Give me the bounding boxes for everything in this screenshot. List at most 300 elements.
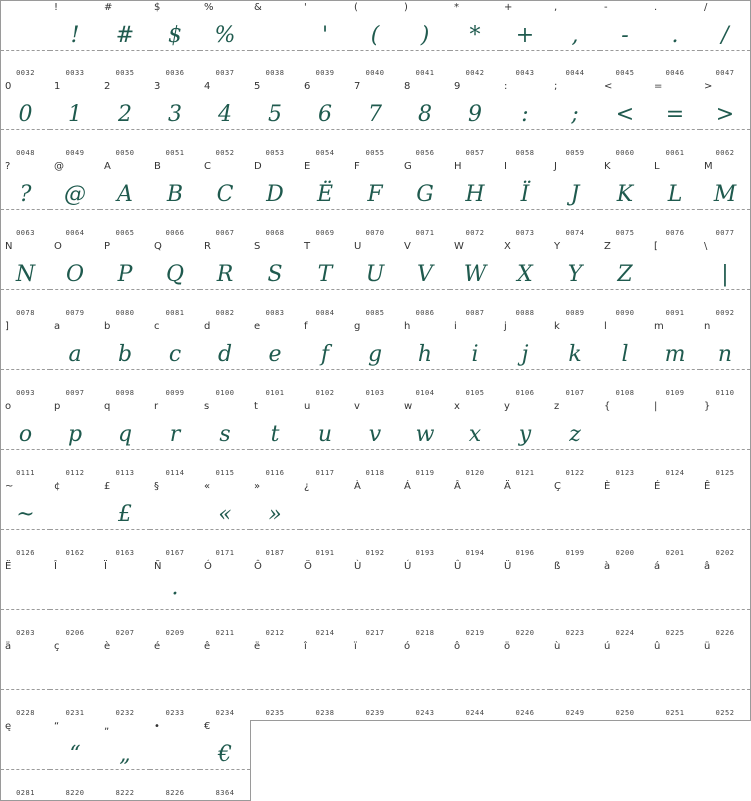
code-label: 0050 bbox=[115, 149, 135, 157]
glyph-sample: 3 bbox=[168, 102, 182, 127]
code-label: 0251 bbox=[665, 709, 685, 717]
code-label: 0093 bbox=[16, 389, 35, 397]
code-label: 0077 bbox=[715, 229, 735, 237]
char-label: i bbox=[454, 321, 457, 332]
glyph-sample bbox=[350, 654, 400, 696]
glyph-cell bbox=[600, 400, 651, 481]
glyph-cell bbox=[550, 80, 601, 161]
glyph-sample: h bbox=[417, 342, 433, 367]
glyph-cell bbox=[200, 240, 251, 321]
code-label: 0045 bbox=[615, 69, 635, 77]
glyph-cell bbox=[300, 0, 351, 81]
code-label: 0035 bbox=[115, 69, 135, 77]
glyph-sample: k bbox=[568, 342, 582, 367]
char-label: ë bbox=[254, 641, 261, 652]
code-label: 0281 bbox=[16, 789, 35, 797]
glyph-cell bbox=[0, 720, 51, 801]
code-label: 0171 bbox=[215, 549, 235, 557]
code-label: 0080 bbox=[115, 309, 135, 317]
glyph-cell bbox=[600, 640, 651, 721]
glyph-cell bbox=[200, 320, 251, 401]
code-label: 0111 bbox=[16, 469, 35, 477]
char-label: $ bbox=[154, 2, 161, 13]
glyph-sample: # bbox=[115, 23, 135, 48]
char-label: V bbox=[404, 241, 411, 252]
glyph-cell bbox=[50, 80, 101, 161]
glyph-cell bbox=[400, 640, 451, 721]
glyph-cell bbox=[400, 160, 451, 241]
glyph-cell bbox=[50, 0, 101, 81]
code-label: 0200 bbox=[615, 549, 635, 557]
glyph-sample bbox=[250, 15, 300, 57]
glyph-cell bbox=[400, 240, 451, 321]
glyph-cell bbox=[700, 400, 751, 481]
char-label: j bbox=[504, 321, 507, 332]
char-label: » bbox=[254, 481, 261, 492]
char-label: è bbox=[104, 641, 111, 652]
glyph-sample: u bbox=[317, 422, 333, 447]
code-label: 0167 bbox=[165, 549, 185, 557]
code-label: 0048 bbox=[16, 149, 35, 157]
char-label: n bbox=[704, 321, 711, 332]
glyph-cell bbox=[100, 0, 151, 81]
glyph-cell bbox=[400, 0, 451, 81]
glyph-cell bbox=[550, 400, 601, 481]
char-label: Ó bbox=[204, 561, 212, 572]
glyph-sample: i bbox=[471, 342, 479, 367]
glyph-cell bbox=[700, 560, 751, 641]
glyph-sample: y bbox=[518, 422, 532, 447]
char-label: e bbox=[254, 321, 261, 332]
glyph-sample: ? bbox=[19, 182, 32, 207]
code-label: 0058 bbox=[515, 149, 535, 157]
char-label: . bbox=[654, 2, 658, 13]
glyph-sample bbox=[550, 654, 600, 696]
code-label: 0066 bbox=[165, 229, 185, 237]
glyph-cell bbox=[300, 80, 351, 161]
char-label: À bbox=[354, 481, 361, 492]
char-label: \ bbox=[704, 241, 708, 252]
glyph-cell bbox=[450, 160, 501, 241]
glyph-cell bbox=[250, 0, 301, 81]
glyph-sample bbox=[700, 494, 750, 536]
char-label: ó bbox=[404, 641, 411, 652]
code-label: 0100 bbox=[215, 389, 235, 397]
code-label: 0091 bbox=[665, 309, 685, 317]
glyph-cell bbox=[50, 640, 101, 721]
char-label: ? bbox=[5, 161, 11, 172]
glyph-cell bbox=[450, 400, 501, 481]
glyph-sample: n bbox=[717, 342, 733, 367]
glyph-cell bbox=[250, 160, 301, 241]
code-label: 0109 bbox=[665, 389, 685, 397]
code-label: 0089 bbox=[565, 309, 585, 317]
char-label: Ê bbox=[704, 481, 711, 492]
code-label: 0097 bbox=[65, 389, 85, 397]
glyph-sample bbox=[600, 414, 650, 456]
char-label: Ñ bbox=[154, 561, 162, 572]
glyph-sample: 4 bbox=[218, 102, 232, 127]
char-label: C bbox=[204, 161, 211, 172]
char-label: v bbox=[354, 401, 360, 412]
char-label: ö bbox=[504, 641, 511, 652]
code-label: 0071 bbox=[415, 229, 435, 237]
glyph-sample bbox=[700, 574, 750, 616]
char-label: È bbox=[604, 481, 611, 492]
glyph-cell bbox=[350, 320, 401, 401]
code-label: 0078 bbox=[16, 309, 35, 317]
glyph-sample: A bbox=[117, 182, 133, 207]
glyph-cell bbox=[50, 560, 101, 641]
glyph-sample: T bbox=[317, 262, 333, 287]
code-label: 0092 bbox=[715, 309, 735, 317]
glyph-sample: Z bbox=[617, 262, 633, 287]
glyph-sample: 0 bbox=[18, 102, 33, 127]
glyph-sample bbox=[250, 654, 300, 696]
glyph-sample: $ bbox=[168, 23, 182, 48]
code-label: 0042 bbox=[465, 69, 485, 77]
code-label: 0211 bbox=[215, 629, 235, 637]
code-label: 0225 bbox=[665, 629, 685, 637]
glyph-sample bbox=[350, 574, 400, 616]
code-label: 0047 bbox=[715, 69, 735, 77]
glyph-sample: Y bbox=[567, 262, 583, 287]
glyph-cell bbox=[250, 480, 301, 561]
glyph-cell bbox=[200, 560, 251, 641]
glyph-cell bbox=[600, 160, 651, 241]
code-label: 0235 bbox=[265, 709, 285, 717]
char-label: ô bbox=[454, 641, 461, 652]
code-label: 0103 bbox=[365, 389, 385, 397]
glyph-cell bbox=[350, 80, 401, 161]
glyph-sample bbox=[400, 574, 450, 616]
char-label: ê bbox=[204, 641, 211, 652]
glyph-cell bbox=[300, 240, 351, 321]
char-label: S bbox=[254, 241, 261, 252]
glyph-sample bbox=[200, 654, 250, 696]
char-label: ; bbox=[554, 81, 558, 92]
glyph-cell bbox=[700, 640, 751, 721]
glyph-sample: R bbox=[216, 262, 234, 287]
glyph-cell bbox=[250, 80, 301, 161]
glyph-cell bbox=[300, 480, 351, 561]
glyph-cell bbox=[650, 320, 701, 401]
glyph-sample bbox=[600, 494, 650, 536]
char-label: = bbox=[654, 81, 663, 92]
char-label: c bbox=[154, 321, 160, 332]
glyph-cell bbox=[700, 240, 751, 321]
glyph-sample: » bbox=[268, 502, 282, 527]
char-label: £ bbox=[104, 481, 111, 492]
glyph-cell bbox=[150, 400, 201, 481]
code-label: 0117 bbox=[315, 469, 335, 477]
code-label: 0232 bbox=[115, 709, 135, 717]
code-label: 0068 bbox=[265, 229, 285, 237]
glyph-sample: 8 bbox=[418, 102, 432, 127]
glyph-cell bbox=[0, 640, 51, 721]
glyph-sample: F bbox=[367, 182, 383, 207]
char-label: Ù bbox=[354, 561, 362, 572]
glyph-sample bbox=[650, 254, 700, 296]
glyph-cell bbox=[350, 160, 401, 241]
char-label: ß bbox=[554, 561, 561, 572]
glyph-sample: e bbox=[268, 342, 282, 367]
glyph-cell bbox=[100, 720, 151, 801]
glyph-sample: m bbox=[664, 342, 686, 367]
code-label: 0101 bbox=[265, 389, 285, 397]
glyph-sample: . bbox=[671, 23, 679, 48]
glyph-cell bbox=[150, 240, 201, 321]
char-label: € bbox=[204, 721, 211, 732]
glyph-cell bbox=[200, 400, 251, 481]
code-label: 0219 bbox=[465, 629, 485, 637]
code-label: 0052 bbox=[215, 149, 235, 157]
glyph-sample bbox=[200, 574, 250, 616]
char-label: o bbox=[5, 401, 12, 412]
glyph-sample: b bbox=[117, 342, 133, 367]
char-label: 2 bbox=[104, 81, 111, 92]
char-label: % bbox=[204, 2, 214, 13]
glyph-sample: * bbox=[469, 23, 481, 48]
glyph-cell bbox=[0, 560, 51, 641]
code-label: 0083 bbox=[265, 309, 285, 317]
glyph-sample bbox=[650, 654, 700, 696]
code-label: 0067 bbox=[215, 229, 235, 237]
glyph-sample: j bbox=[521, 342, 529, 367]
glyph-sample: l bbox=[621, 342, 629, 367]
glyph-sample bbox=[100, 574, 150, 616]
char-label: a bbox=[54, 321, 61, 332]
glyph-sample: % bbox=[214, 23, 236, 48]
glyph-sample: J bbox=[570, 182, 580, 207]
glyph-sample: w bbox=[415, 422, 435, 447]
code-label: 0119 bbox=[415, 469, 435, 477]
code-label: 8222 bbox=[115, 789, 135, 797]
char-label: M bbox=[704, 161, 713, 172]
char-label: N bbox=[5, 241, 13, 252]
glyph-sample bbox=[150, 494, 200, 536]
code-label: 0201 bbox=[665, 549, 685, 557]
glyph-cell bbox=[600, 80, 651, 161]
code-label: 0084 bbox=[315, 309, 335, 317]
code-label: 0079 bbox=[65, 309, 85, 317]
glyph-sample bbox=[450, 654, 500, 696]
glyph-cell bbox=[0, 160, 51, 241]
glyph-cell bbox=[100, 560, 151, 641]
glyph-cell bbox=[100, 240, 151, 321]
glyph-sample: ~ bbox=[16, 502, 35, 527]
glyph-cell bbox=[300, 400, 351, 481]
glyph-cell bbox=[150, 0, 201, 81]
char-label: { bbox=[604, 401, 611, 412]
char-label: R bbox=[204, 241, 211, 252]
code-label: 0033 bbox=[65, 69, 85, 77]
char-label: ] bbox=[5, 321, 9, 332]
glyph-cell bbox=[400, 400, 451, 481]
glyph-sample: @ bbox=[64, 182, 86, 207]
glyph-cell bbox=[450, 80, 501, 161]
char-label: ü bbox=[704, 641, 711, 652]
char-label: G bbox=[404, 161, 412, 172]
glyph-cell bbox=[700, 480, 751, 561]
glyph-cell bbox=[100, 480, 151, 561]
code-label: 0070 bbox=[365, 229, 385, 237]
code-label: 0209 bbox=[165, 629, 185, 637]
char-label: Â bbox=[454, 481, 461, 492]
char-label: 4 bbox=[204, 81, 211, 92]
char-label: + bbox=[504, 2, 513, 13]
code-label: 0249 bbox=[565, 709, 585, 717]
char-label: h bbox=[404, 321, 411, 332]
glyph-cell bbox=[50, 400, 101, 481]
glyph-cell bbox=[350, 640, 401, 721]
glyph-sample: o bbox=[18, 422, 33, 447]
char-label: Ç bbox=[554, 481, 561, 492]
code-label: 0108 bbox=[615, 389, 635, 397]
glyph-sample: 2 bbox=[118, 102, 132, 127]
char-label: b bbox=[104, 321, 111, 332]
code-label: 0233 bbox=[165, 709, 185, 717]
code-label: 0053 bbox=[265, 149, 285, 157]
code-label: 0107 bbox=[565, 389, 585, 397]
glyph-cell bbox=[300, 560, 351, 641]
glyph-sample: : bbox=[521, 102, 529, 127]
glyph-cell bbox=[450, 640, 501, 721]
glyph-cell bbox=[600, 480, 651, 561]
glyph-cell bbox=[650, 480, 701, 561]
code-label: 0212 bbox=[265, 629, 285, 637]
char-label: ~ bbox=[5, 481, 14, 492]
code-label: 0220 bbox=[515, 629, 535, 637]
char-label: ù bbox=[554, 641, 561, 652]
code-label: 0087 bbox=[465, 309, 485, 317]
glyph-sample: s bbox=[219, 422, 231, 447]
glyph-sample bbox=[650, 414, 700, 456]
glyph-cell bbox=[450, 240, 501, 321]
char-label: Ü bbox=[504, 561, 512, 572]
glyph-sample: X bbox=[517, 262, 533, 287]
glyph-cell bbox=[700, 0, 751, 81]
char-label: < bbox=[604, 81, 613, 92]
glyph-sample bbox=[400, 494, 450, 536]
glyph-cell bbox=[150, 560, 201, 641]
glyph-cell bbox=[700, 80, 751, 161]
code-label: 0196 bbox=[515, 549, 535, 557]
code-label: 0250 bbox=[615, 709, 635, 717]
code-label: 0243 bbox=[415, 709, 435, 717]
glyph-sample bbox=[400, 654, 450, 696]
code-label: 0057 bbox=[465, 149, 485, 157]
char-label: Î bbox=[54, 561, 57, 572]
code-label: 0061 bbox=[665, 149, 685, 157]
code-label: 8226 bbox=[165, 789, 185, 797]
code-label: 0202 bbox=[715, 549, 735, 557]
code-label: 0032 bbox=[16, 69, 35, 77]
code-label: 0203 bbox=[16, 629, 35, 637]
glyph-cell bbox=[650, 640, 701, 721]
glyph-sample bbox=[1, 334, 50, 376]
glyph-cell bbox=[550, 320, 601, 401]
glyph-sample: ' bbox=[321, 23, 329, 48]
code-label: 0055 bbox=[365, 149, 385, 157]
code-label: 0064 bbox=[65, 229, 85, 237]
code-label: 0099 bbox=[165, 389, 185, 397]
char-label: : bbox=[504, 81, 508, 92]
code-label: 0115 bbox=[215, 469, 235, 477]
char-label: F bbox=[354, 161, 360, 172]
code-label: 0072 bbox=[465, 229, 485, 237]
code-label: 0040 bbox=[365, 69, 385, 77]
char-label: H bbox=[454, 161, 462, 172]
glyph-sample bbox=[350, 494, 400, 536]
code-label: 0126 bbox=[16, 549, 35, 557]
glyph-cell bbox=[450, 0, 501, 81]
code-label: 0039 bbox=[315, 69, 335, 77]
char-label: 0 bbox=[5, 81, 12, 92]
char-label: Û bbox=[454, 561, 462, 572]
glyph-sample: “ bbox=[69, 742, 81, 767]
glyph-cell bbox=[250, 640, 301, 721]
glyph-sample: ) bbox=[420, 23, 430, 48]
glyph-sample: q bbox=[117, 422, 133, 447]
glyph-sample: p bbox=[67, 422, 83, 447]
code-label: 0049 bbox=[65, 149, 85, 157]
code-label: 0217 bbox=[365, 629, 385, 637]
char-label: l bbox=[604, 321, 607, 332]
char-label: ¢ bbox=[54, 481, 61, 492]
glyph-sample: « bbox=[218, 502, 232, 527]
char-label: > bbox=[704, 81, 713, 92]
code-label: 0238 bbox=[315, 709, 335, 717]
char-label: - bbox=[604, 2, 608, 13]
glyph-sample bbox=[500, 574, 550, 616]
char-label: y bbox=[504, 401, 510, 412]
code-label: 0223 bbox=[565, 629, 585, 637]
char-label: Ï bbox=[104, 561, 107, 572]
code-label: 0069 bbox=[315, 229, 335, 237]
glyph-cell bbox=[150, 160, 201, 241]
glyph-cell bbox=[400, 320, 451, 401]
char-label: [ bbox=[654, 241, 658, 252]
glyph-sample: M bbox=[713, 182, 737, 207]
glyph-sample: D bbox=[266, 182, 284, 207]
glyph-cell bbox=[200, 0, 251, 81]
glyph-cell bbox=[0, 240, 51, 321]
char-label: K bbox=[604, 161, 611, 172]
code-label: 0252 bbox=[715, 709, 735, 717]
glyph-sample bbox=[1, 15, 50, 57]
glyph-sample bbox=[150, 654, 200, 696]
char-label: 8 bbox=[404, 81, 411, 92]
glyph-cell bbox=[400, 80, 451, 161]
code-label: 0086 bbox=[415, 309, 435, 317]
char-label: Ä bbox=[504, 481, 511, 492]
char-label: à bbox=[604, 561, 611, 572]
glyph-cell bbox=[150, 480, 201, 561]
glyph-sample: z bbox=[569, 422, 581, 447]
glyph-sample: t bbox=[270, 422, 280, 447]
char-label: Ô bbox=[254, 561, 262, 572]
code-label: 0122 bbox=[565, 469, 585, 477]
code-label: 0104 bbox=[415, 389, 435, 397]
glyph-cell bbox=[200, 480, 251, 561]
glyph-cell bbox=[700, 160, 751, 241]
char-label: é bbox=[154, 641, 161, 652]
char-label: û bbox=[654, 641, 661, 652]
char-label: 3 bbox=[154, 81, 161, 92]
glyph-sample bbox=[450, 494, 500, 536]
code-label: 0206 bbox=[65, 629, 85, 637]
